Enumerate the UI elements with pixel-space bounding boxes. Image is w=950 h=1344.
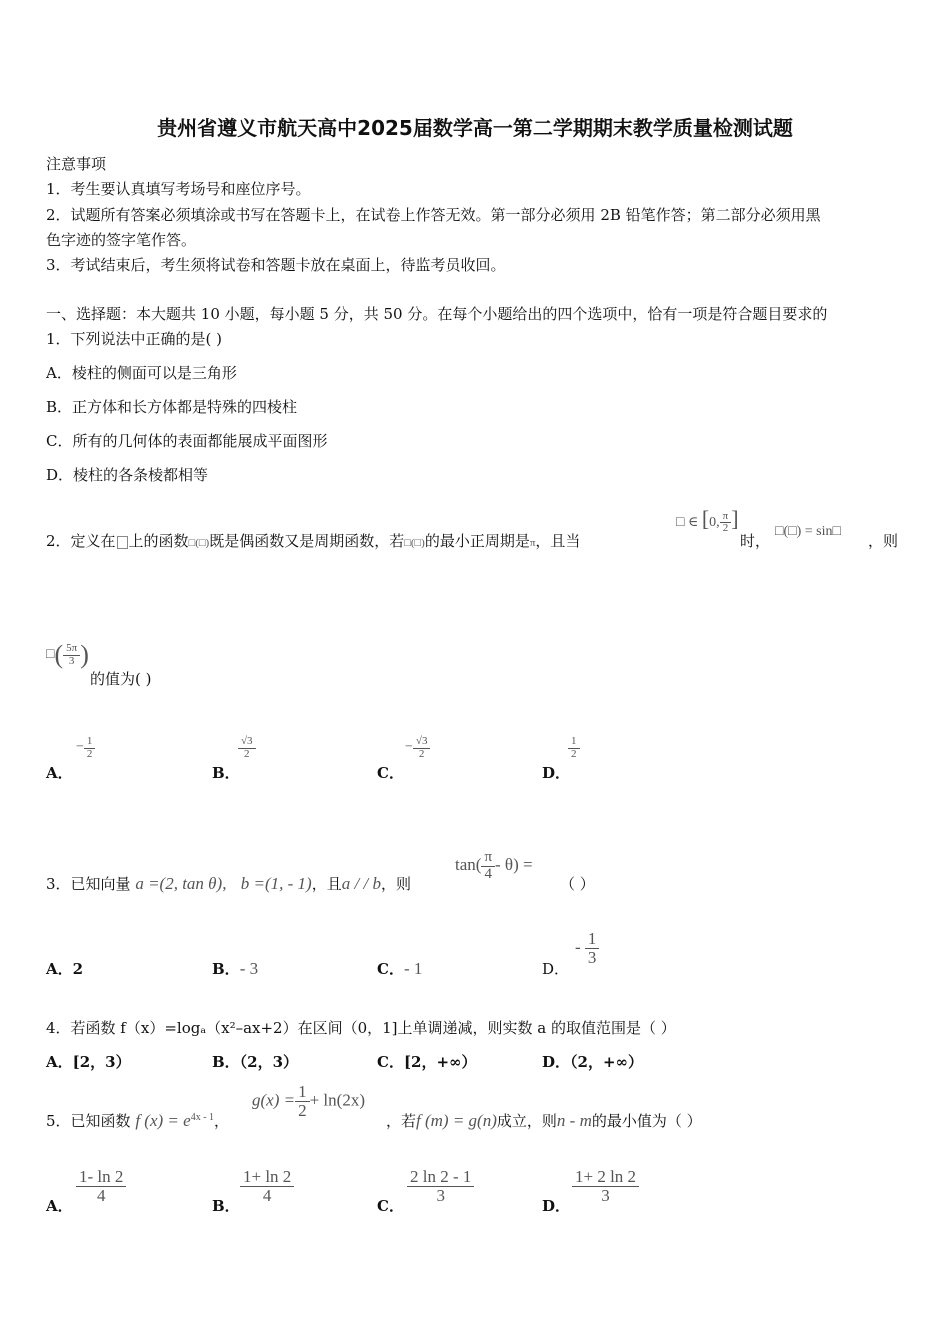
q2-option-b-value: $\frac{√3}{2}$ [238,736,256,760]
q3-option-d-label: D． [542,960,570,978]
notice-item: 色字迹的签字笔作答。 [46,231,197,249]
q5-option-a-value: $\frac{1- \ln 2}{4}$ [76,1168,126,1205]
notice-heading: 注意事项 [46,155,107,173]
q3-option-d-value: - $\frac{1}{3}$ [575,930,599,967]
q2-option-a-label: A． [46,764,73,782]
q2-option-c-label: C． [377,764,404,782]
q5-condition: ，若f (m) = g(n)成立，则n - m的最小值为（ ） [386,1111,702,1130]
q5-option-c-value: $\frac{2 \ln 2 - 1}{3}$ [407,1168,474,1205]
q2-option-d-value: $\frac{1}{2}$ [568,736,580,760]
q2-option-c-value: − $\frac{√3}{2}$ [405,736,430,760]
q4-option-d: D．（2，+∞） [542,1053,644,1071]
q2-option-a-value: − $\frac{1}{2}$ [76,736,95,760]
q5-option-a-label: A． [46,1197,73,1215]
q1-option-c: C．所有的几何体的表面都能展成平面图形 [46,432,328,450]
page-title: 贵州省遵义市航天高中2025届数学高一第二学期期末教学质量检测试题 [157,116,793,140]
section-heading: 一、选择题：本大题共 10 小题，每小题 5 分，共 50 分。在每个小题给出的四个选项中，恰有一项是符合题目要求的 [46,305,828,323]
q4-option-a: A．[2，3） [46,1053,131,1071]
q5-option-c-label: C． [377,1197,404,1215]
q2-when: 时， [740,532,771,550]
q3-paren: （ ） [560,875,595,893]
placeholder-glyph [117,536,128,549]
q2-sin-def: □(□) = sin□ [775,524,841,539]
notice-item: 3．考试结束后，考生须将试卷和答题卡放在桌面上，待监考员收回。 [46,256,506,274]
notice-item: 1．考生要认真填写考场号和座位序号。 [46,180,311,198]
q3-stem: 3．已知向量 a =(2, tan θ), b =(1, - 1)，且a / / b，则 [46,874,411,893]
q4-stem: 4．若函数 f（x）=logₐ（x²–ax+2）在区间（0，1]上单调递减，则实数 a 的取值范围是（ ） [46,1019,676,1037]
q1-stem: 1．下列说法中正确的是( ) [46,330,223,348]
q3-option-a: A．2 [46,960,84,978]
q1-option-a: A．棱柱的侧面可以是三角形 [46,364,237,382]
q3-option-b: B．- 3 [212,959,259,978]
q3-expression: tan( $\frac{\pi}{4}$ - θ) = [455,849,533,882]
q5-option-d-label: D． [542,1197,571,1215]
q2-interval: □ ∈ [0, $\frac{\pi}{2}$ ] [676,506,739,535]
q5-stem: 5．已知函数 f $(x) = e^{4x - 1}$， [46,1111,230,1130]
q5-option-b-value: $\frac{1+ \ln 2}{4}$ [240,1168,294,1205]
q2-tail: 的值为( ) [90,670,152,688]
q4-option-b: B．（2，3） [212,1053,299,1071]
q5-g-definition: g(x) = $\frac{1}{2}$ + ln(2x) [252,1082,365,1120]
q2-option-d-label: D． [542,764,571,782]
q2-then: ，则 [868,532,899,550]
notice-item: 2．试题所有答案必须填涂或书写在答题卡上，在试卷上作答无效。第一部分必须用 2B 铅笔作答；第二部分必须用黑 [46,206,821,224]
q4-option-c: C．[2，+∞） [377,1053,477,1071]
q5-option-d-value: $\frac{1+ 2 \ln 2}{3}$ [572,1168,639,1205]
q3-option-c: C．- 1 [377,959,423,978]
q2-arg: □( $\frac{5\pi}{3}$ ) [46,640,89,669]
q1-option-b: B．正方体和长方体都是特殊的四棱柱 [46,398,298,416]
q2-option-b-label: B． [212,764,240,782]
q5-option-b-label: B． [212,1197,240,1215]
q2-stem: 2．定义在 上的函数□(□)既是偶函数又是周期函数，若□(□)的最小正周期是π，且当 [46,532,581,550]
q1-option-d: D．棱柱的各条棱都相等 [46,466,209,484]
